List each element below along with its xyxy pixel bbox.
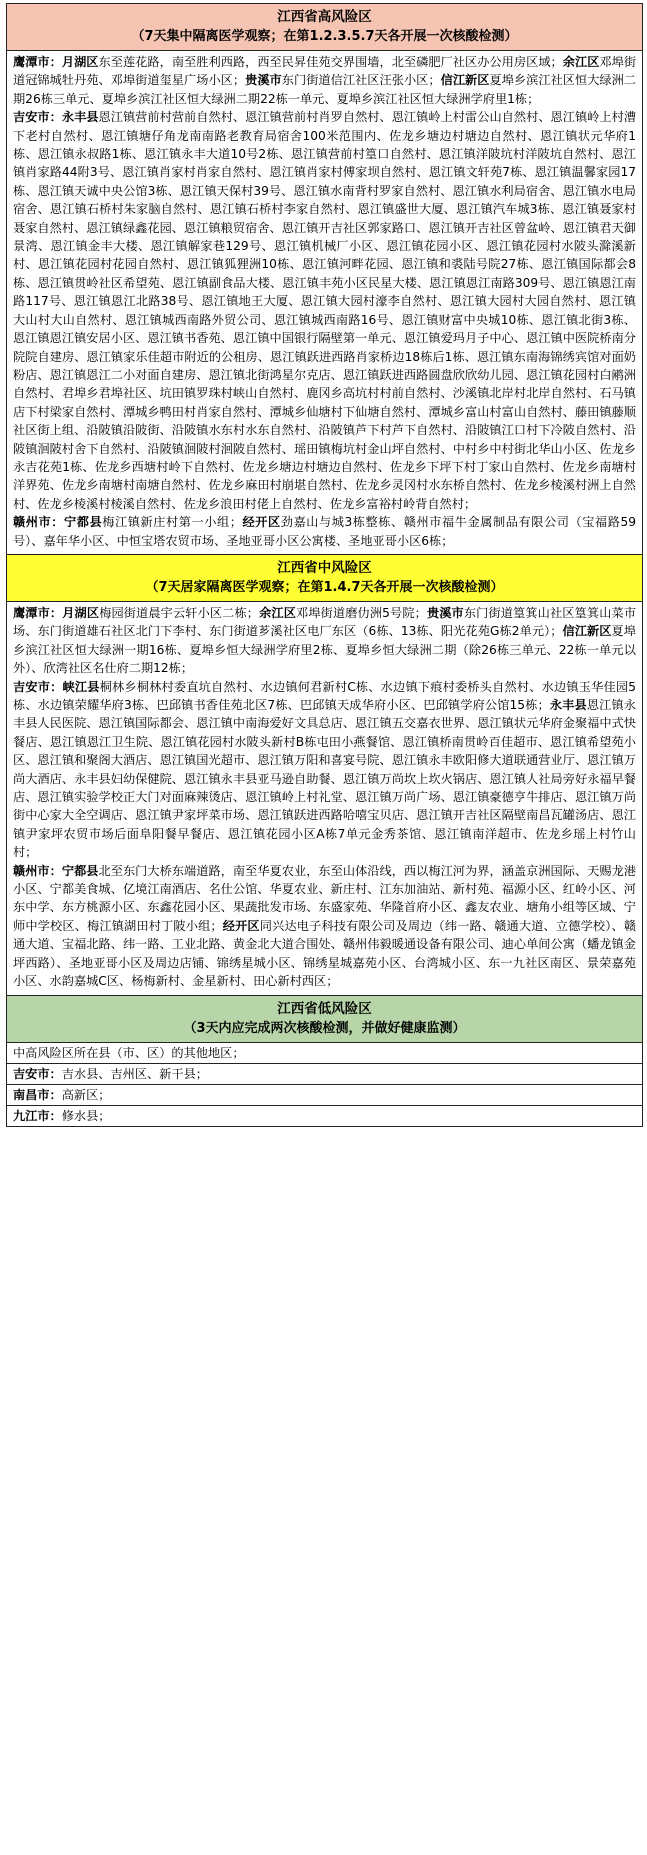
low-risk-header: [7, 996, 642, 1043]
city-label: 赣州市：: [13, 863, 62, 878]
mid-risk-header: [7, 555, 642, 602]
area-text: 东至莲花路，南至胜利西路，西至民昇佳苑交界围墙，北至磷肥厂社区办公用房区域；: [98, 55, 563, 69]
low-risk-title: 江西省低风险区: [277, 1000, 372, 1017]
high-jian-paragraph: [13, 108, 636, 513]
district-label: 峡江县: [62, 679, 100, 694]
area-text: 北至东门大桥东端道路，南至华夏农业，东至山体沿线，西以梅江河为界，涵盖京洲国际、天赐龙港小区、宁都美食城、亿境江南酒店、名仕公馆、华夏农业、新庄村、江东加油站、新村苑、福源小区、红岭小区、河东中学、东方桃源小区、东鑫花园小区、果蔬批发市场、东盛家苑、华隆首府小区、鑫友农业、塘角小组等区域、宁师中学校区、梅江镇湖田村丁陂小组；: [13, 863, 637, 933]
district-label: 经开区: [241, 515, 281, 530]
city-label: 南昌市：: [13, 1087, 62, 1102]
district-label: 余江区: [562, 55, 600, 69]
high-risk-title: 江西省高风险区: [277, 9, 372, 25]
area-text: 夏埠乡滨江社区恒大绿洲一期16栋、夏埠乡恒大绿洲学府里2栋、夏埠乡恒大绿洲二期（除26栋三单元、22栋一单元以外）、欣湾社区名仕府二期12栋；: [13, 624, 636, 676]
district-label: 宁都县: [64, 515, 103, 530]
high-risk-subtitle: （7天集中隔离医学观察；在第1.2.3.5.7天各开展一次核酸检测）: [131, 29, 518, 44]
district-label: 月湖区: [62, 605, 100, 620]
district-label: 宁都县: [61, 863, 99, 878]
area-text: 东门街道信江社区汪张小区；: [281, 73, 441, 88]
low-row-jiujiang: [7, 1106, 642, 1126]
city-label: 吉安市：: [13, 110, 62, 125]
district-label: 永丰县: [61, 110, 99, 125]
district-label: 信江新区: [440, 73, 490, 88]
area-text: 桐林乡桐林村委直坑自然村、水边镇何君新村C栋、水边镇下痕村委桥头自然村、水边镇玉华佳园5栋、水边镇荣耀华府3栋、巴邱镇书香佳苑北区7栋、巴邱镇天成华府小区、巴邱镇学府公馆15栋；: [13, 679, 637, 712]
area-text: 修水县；: [61, 1108, 111, 1123]
area-text: 高新区；: [61, 1087, 111, 1102]
area-text: 梅江镇新庄村第一小组；: [102, 515, 242, 530]
mid-risk-content: [7, 602, 642, 996]
area-text: 恩江镇永丰县人民医院、恩江镇国际都会、恩江镇中南海爱好文具总店、恩江镇五交嘉衣世界、恩江镇状元华府金聚福中式快餐店、恩江镇恩江卫生院、恩江镇花园村水陂头新村B栋屯田小燕餐馆、恩江镇桥南贯岭百佳超市、恩江镇希望苑小区、恩江镇和聚阁大酒店、恩江镇国光超市、恩江镇万阳和喜宴号院、恩江镇永丰欧阳修大道联通营业厅、恩江镇万尚大酒店、永丰县妇幼保健院、恩江镇永丰县亚马逊自助餐、恩江镇万尚坎上坎火锅店、恩江镇人社局旁好永福早餐店、恩江镇实验学校正大门对面麻辣烫店、恩江镇岭上村礼堂、恩江镇万尚广场、恩江镇豪德亨牛排店、恩江镇万尚街中心家大全空调店、恩江镇尹家坪菜市场、恩江镇跃进西路哈嘻宝贝店、恩江镇开吉社区隔壁南昌瓦罐汤店、恩江镇尹家坪农贸市场后面阜阳餐早餐店、恩江镇花园小区A栋7单元金秀茶馆、恩江镇南洋超市、佐龙乡瑶上村竹山村；: [13, 698, 637, 860]
area-text: 劲嘉山与城3栋整栋、赣州市福牛金属制品有限公司（宝福路59号）、嘉年华小区、中恒宝塔农贸市场、圣地亚哥小区公寓楼、圣地亚哥小区6栋；: [13, 515, 637, 548]
city-label: 吉安市：: [13, 1066, 62, 1081]
area-text: 梅园街道晨宇云轩小区二栋；: [99, 605, 259, 620]
mid-jian-paragraph: [13, 678, 636, 862]
district-label: 贵溪市: [426, 605, 464, 620]
high-yingtan-paragraph: [13, 53, 636, 108]
mid-risk-title: 江西省中风险区: [277, 559, 372, 576]
district-label: 经开区: [222, 918, 260, 933]
area-text: 夏埠乡滨江社区恒大绿洲二期26栋三单元、夏埠乡滨江社区恒大绿洲二期22栋一单元、夏埠乡滨江社区恒大绿洲学府里1栋；: [13, 73, 637, 106]
high-risk-header: [7, 4, 642, 51]
risk-area-table: [6, 3, 643, 1127]
mid-ganzhou-paragraph: [13, 862, 636, 991]
low-risk-content: [7, 1043, 642, 1126]
mid-yingtan-paragraph: [13, 604, 636, 678]
area-text: 东门街道篁箕山社区篁箕山菜市场、东门街道雄石社区北门下李村、东门街道芗溪社区电厂东区（6栋、13栋、阳光花苑G栋2单元）；: [13, 605, 637, 639]
area-text: 中高风险区所在县（市、区）的其他地区；: [13, 1045, 245, 1060]
area-text: 邓埠街道冠锦城牡丹苑、邓埠街道玺星广场小区；: [13, 55, 637, 88]
low-risk-subtitle: （3天内应完成两次核酸检测，并做好健康监测）: [183, 1020, 466, 1036]
district-label: 余江区: [258, 605, 297, 620]
high-ganzhou-paragraph: [13, 513, 636, 550]
area-text: 同兴达电子科技有限公司及周边（纬一路、赣通大道、立德学校）、赣通大道、宝福北路、纬一路、工业北路、黄金北大道合围处、赣州伟毅暖通设备有限公司、迪心单间公寓（蟠龙镇金坪西路）、圣地亚哥小区及周边店铺、锦绣星城小区、锦绣星城嘉苑小区、台湾城小区、东一九社区南区、景荣嘉苑小区、水韵嘉城C区、杨梅新村、金星新村、田心新村西区；: [13, 918, 637, 989]
district-label: 贵溪市: [245, 73, 282, 88]
city-label: 鹰潭市：: [13, 55, 62, 69]
city-label: 吉安市：: [13, 679, 63, 694]
city-label: 九江市：: [13, 1108, 62, 1123]
low-row-nanchang: [7, 1085, 642, 1106]
low-row-jian: [7, 1064, 642, 1085]
city-label: 赣州市：: [13, 515, 64, 530]
city-label: 鹰潭市：: [13, 605, 63, 620]
area-text: 恩江镇营前村营前自然村、恩江镇营前村肖罗自然村、恩江镇岭上村雷公山自然村、恩江镇岭上村漕下老村自然村、恩江镇塘仔角龙南南路老教育局宿舍100米范围内、佐龙乡塘边村塘边自然村、恩江镇状元华府1栋、恩江镇永叔路1栋、恩江镇永丰大道10号2栋、恩江镇营前村篁口自然村、恩江镇洋陂坑村洋陂坑自然村、恩江镇肖家路44附3号、恩江镇肖家村肖家自然村、恩江镇肖家村傅家坝自然村、恩江镇文轩苑7栋、恩江镇温馨家园17栋、恩江镇天诚中央公馆3栋、恩江镇天保村39号、恩江镇水南背村罗家自然村、恩江镇水利局宿舍、恩江镇水电局宿舍、恩江镇石桥村朱家脑自然村、恩江镇石桥村李家自然村、恩江镇盛世大厦、恩江镇汽车城3栋、恩江镇聂家村聂家自然村、恩江镇绿鑫花园、恩江镇粮贸宿舍、恩江镇开吉社区郭家路口、恩江镇开吉社区曾盆岭、恩江镇君天御景湾、恩江镇金丰大楼、恩江镇解家巷129号、恩江镇机械厂小区、恩江镇花园小区、恩江镇花园村水陂头滁溪新村、恩江镇花园村花园自然村、恩江镇狐狸洲10栋、恩江镇河畔花园、恩江镇和裘陆号院27栋、恩江镇国际都会8栋、恩江镇贯岭社区希望苑、恩江镇副食品大楼、恩江镇丰苑小区民星大楼、恩江镇恩江南路309号、恩江镇恩江南路117号、恩江镇恩江北路38号、恩江镇地王大厦、恩江镇大园村濠李自然村、恩江镇大园村大园自然村、恩江镇大山村大山自然村、恩江镇城西南路外贸公司、恩江镇城西南路16号、恩江镇财富中央城10栋、恩江镇北街3栋、恩江镇恩江镇安居小区、恩江镇书香苑、恩江镇中国银行隔壁第一单元、恩江镇爱玛月子中心、恩江镇中医院桥南分院院自建房、恩江镇家乐佳超市附近的公租房、恩江镇跃进西路肖家桥边18栋后1栋、恩江镇东南海锦绣宾馆对面奶粉店、恩江镇恩江二小对面自建房、恩江镇北街鸿星尔克店、恩江镇跃进西路圆盘欣欣幼儿园、恩江镇花园村白鹇洲自然村、君埠乡君埠社区、坑田镇罗珠村峡山自然村、鹿冈乡高坑村村前自然村、沙溪镇北岸村北岸自然村、石马镇店下村梁家自然村、潭城乡鸭田村肖家自然村、潭城乡仙塘村下仙塘自然村、潭城乡富山村富山自然村、藤田镇藤顺社区街上组、沿陂镇沿陂街、沿陂镇水东村水东自然村、沿陂镇芦下村芦下自然村、沿陂镇江口村下冷陂自然村、沿陂镇洄陂村舍下自然村、沿陂镇洄陂村洄陂自然村、瑶田镇梅坑村金山坪自然村、中村乡中村街北华山小区、佐龙乡永吉花苑1栋、佐龙乡西塘村岭下自然村、佐龙乡塘边村塘边自然村、佐龙乡下坪下村丁家山自然村、佐龙乡南塘村洋界苑、佐龙乡南塘村南塘自然村、佐龙乡麻田村崩堪自然村、佐龙乡灵冈村水东桥自然村、佐龙乡棱溪村洲上自然村、佐龙乡棱溪村棱溪自然村、佐龙乡浪田村佬上自然村、佐龙乡富裕村岭背自然村；: [13, 110, 637, 511]
area-text: 吉水县、吉州区、新干县；: [61, 1066, 208, 1081]
district-label: 月湖区: [61, 55, 99, 69]
mid-risk-subtitle: （7天居家隔离医学观察；在第1.4.7天各开展一次核酸检测）: [145, 579, 504, 595]
low-row-other-areas: [7, 1043, 642, 1064]
area-text: 邓埠街道磨仂洲5号院；: [296, 605, 427, 620]
district-label: 永丰县: [549, 698, 587, 712]
district-label: 信江新区: [562, 624, 612, 639]
high-risk-content: [7, 51, 642, 555]
